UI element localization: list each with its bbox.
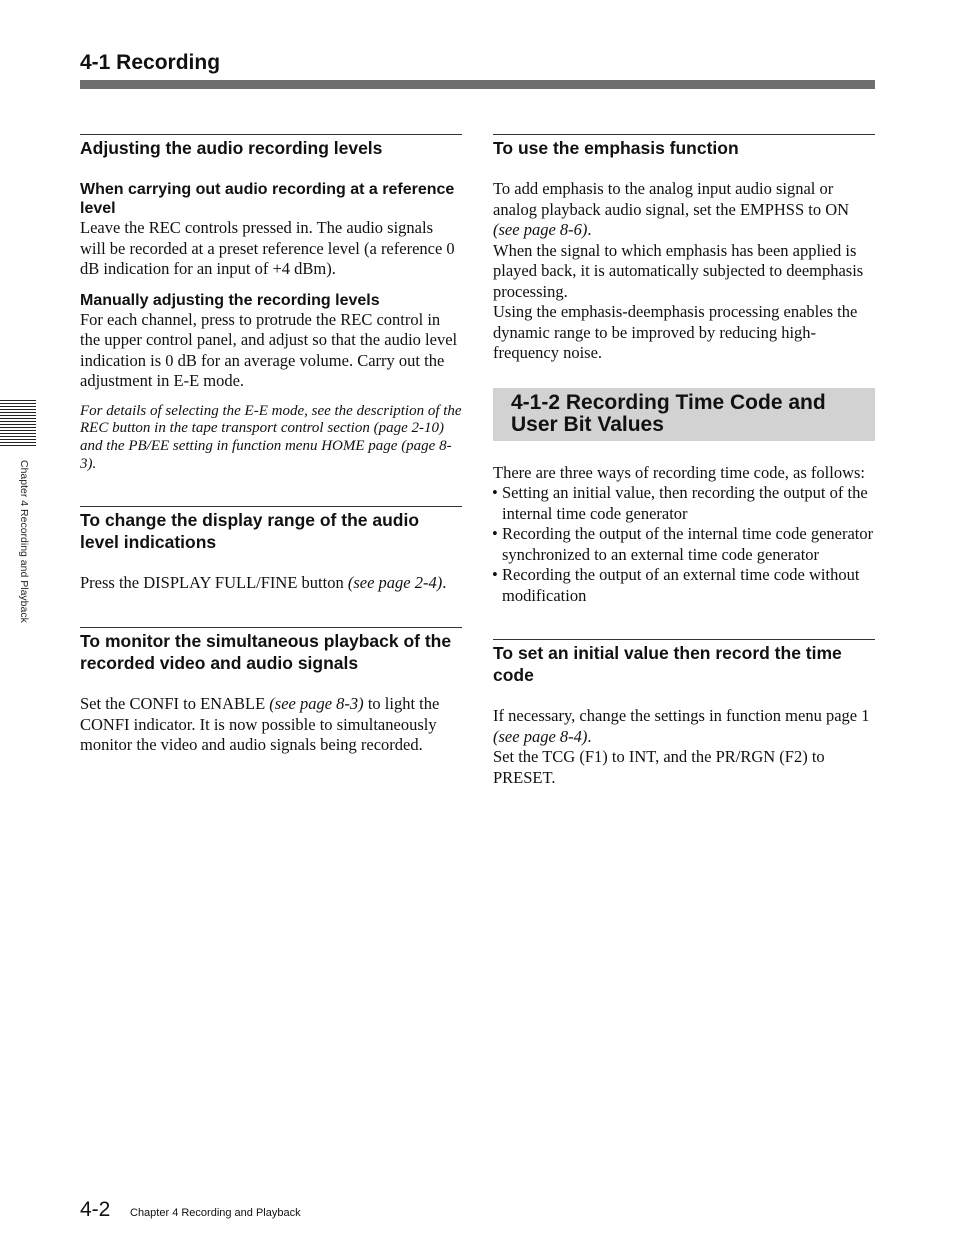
subheading-manual-levels: Manually adjusting the recording levels: [80, 291, 380, 309]
paragraph-emphasis-3: Using the emphasis-deemphasis processing enables the dynamic range to be improved by reducing high-frequency noise.: [493, 302, 858, 362]
section-heading-time-code: 4-1-2 Recording Time Code and User Bit Values: [493, 388, 875, 441]
text: Press the DISPLAY FULL/FINE button: [80, 572, 348, 592]
text: To add emphasis to the analog input audio signal or analog playback audio signal, set the EMPHSS to ON: [493, 179, 850, 219]
left-column: [80, 134, 462, 756]
footer-chapter: Chapter 4 Recording and Playback: [130, 1207, 301, 1219]
heading-initial-value: To set an initial value then record the time code: [493, 639, 875, 686]
page-title: 4-1 Recording: [80, 51, 221, 74]
heading-simultaneous-playback: To monitor the simultaneous playback of the recorded video and audio signals: [80, 627, 462, 674]
chapter-tab-marker: [0, 400, 36, 446]
text: If necessary, change the settings in function menu page 1: [493, 706, 870, 725]
page-reference: (see page 8-6): [493, 220, 588, 239]
paragraph-initial-value-1: [493, 706, 875, 747]
list-item: • Recording the output of an external time code without modification: [493, 565, 875, 606]
paragraph-time-code-intro: There are three ways of recording time code, as follows:: [493, 462, 866, 482]
page-reference: (see page 8-4): [493, 726, 588, 746]
chapter-side-label: Chapter 4 Recording and Playback: [18, 460, 30, 623]
title-rule-bar: [80, 80, 875, 89]
page-number: 4-2: [80, 1198, 111, 1221]
text: to light the CONFI indicator. It is now possible to simultaneously monitor the video and audio signals being recorded.: [80, 694, 440, 755]
paragraph-initial-value-2: Set the TCG (F1) to INT, and the PR/RGN (F2) to PRESET.: [493, 747, 825, 787]
text: .: [587, 726, 592, 746]
paragraph-manual-levels: For each channel, press to protrude the REC control in the upper control panel, and adjust so that the audio level indication is 0 dB for an average volume. Carry out the adjustment in E-E mode.: [80, 309, 458, 390]
text: .: [587, 220, 592, 239]
note-ee-mode: For details of selecting the E-E mode, see the description of the REC button in the tape transport control section (page 2-10) and the PB/EE setting in function menu HOME page (page 8-3).: [80, 402, 462, 472]
paragraph-display-range: [80, 573, 462, 594]
right-column: [493, 134, 875, 788]
heading-audio-levels: Adjusting the audio recording levels: [80, 134, 462, 159]
heading-display-range: To change the display range of the audio level indications: [80, 506, 462, 553]
paragraph-emphasis-2: When the signal to which emphasis has been applied is played back, it is automatically subjected to deemphasis processing.: [493, 240, 864, 301]
time-code-methods-list: [493, 483, 875, 606]
list-item: • Setting an initial value, then recording the output of the internal time code generator: [493, 483, 875, 524]
paragraph-emphasis-1: [493, 179, 875, 241]
text: .: [442, 572, 447, 592]
page-reference: (see page 8-3): [269, 694, 364, 714]
subheading-reference-level: When carrying out audio recording at a reference level: [80, 181, 455, 217]
heading-emphasis: To use the emphasis function: [493, 134, 875, 159]
paragraph-reference-level: Leave the REC controls pressed in. The audio signals will be recorded at a preset reference level (a reference 0 dB indication for an input of +4 dBm).: [80, 218, 455, 278]
page-reference: (see page 2-4): [347, 572, 443, 592]
list-item: • Recording the output of the internal time code generator synchronized to an external time code generator: [493, 524, 875, 565]
paragraph-simultaneous-playback: [80, 694, 462, 756]
text: Set the CONFI to ENABLE: [80, 694, 270, 714]
